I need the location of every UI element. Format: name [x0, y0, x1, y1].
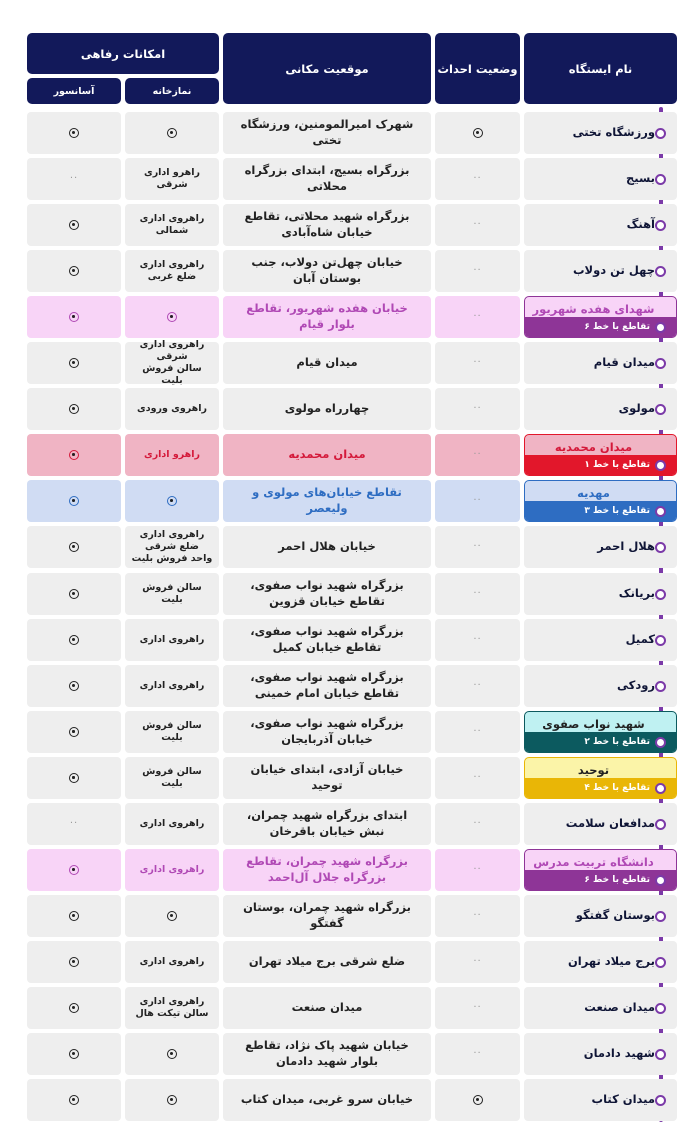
- elevator-cell: [27, 434, 121, 476]
- station-name[interactable]: میدان کتاب: [524, 1079, 677, 1121]
- location-text: بزرگراه شهید محلاتی، تقاطع خیابان شاه‌آبادی: [244, 209, 410, 239]
- prayer-room-text: راهروی ورودی: [136, 403, 207, 415]
- prayer-room-text: راهرو اداری شرقی: [144, 167, 200, 190]
- station-dot: [655, 1003, 666, 1014]
- station-name[interactable]: چهل تن دولاب: [524, 250, 677, 292]
- transfer-label: تقاطع با خط ۳: [525, 501, 676, 521]
- location-text: خیابان هفده شهریور، تقاطع بلوار قیام: [246, 301, 408, 331]
- station-dot: [655, 957, 666, 968]
- elevator-check-icon: [69, 542, 79, 552]
- prayer-room-text: راهروی اداری: [139, 818, 205, 830]
- prayer-room-cell: [125, 1033, 219, 1075]
- location-cell: [223, 987, 431, 1029]
- station-dot: [655, 681, 666, 692]
- elevator-cell: [27, 895, 121, 937]
- header-facilities: [27, 33, 219, 74]
- header-prayer-room: [125, 78, 219, 104]
- elevator-check-icon: [69, 1049, 79, 1059]
- status-dots-icon: ··: [473, 403, 482, 415]
- status-dots-icon: ··: [473, 265, 482, 277]
- prayer-room-cell: [125, 757, 219, 799]
- elevator-check-icon: [69, 635, 79, 645]
- location-text: بزرگراه شهید نواب صفوی، تقاطع خیابان قزوین: [250, 578, 404, 608]
- transfer-label: تقاطع با خط ۲: [525, 732, 676, 752]
- prayer-room-text: راهرو اداری: [144, 449, 200, 461]
- elevator-check-icon: [69, 957, 79, 967]
- location-cell: [223, 711, 431, 753]
- location-text: بزرگراه بسیج، ابتدای بزرگراه محلاتی: [244, 163, 410, 193]
- transfer-label: تقاطع با خط ۱: [525, 455, 676, 475]
- prayer-room-text: راهروی اداری: [139, 634, 205, 646]
- location-text: تقاطع خیابان‌های مولوی و ولیعصر: [252, 485, 402, 515]
- station-dot: [655, 358, 666, 369]
- station-name[interactable]: هلال احمر: [524, 526, 677, 568]
- status-cell: [435, 204, 520, 246]
- elevator-check-icon: [69, 589, 79, 599]
- header-status-label: وضعیت احداث: [437, 61, 518, 76]
- status-cell: [435, 480, 520, 522]
- prayer-room-cell: [125, 434, 219, 476]
- glyph-center: [72, 776, 75, 779]
- prayer-room-text: راهروی اداری ضلع غربی: [139, 259, 205, 282]
- elevator-cell: [27, 803, 121, 845]
- station-dot: [655, 635, 666, 646]
- header-facilities-label: امکانات رفاهی: [80, 46, 166, 61]
- location-cell: [223, 573, 431, 615]
- status-cell: [435, 388, 520, 430]
- location-text: خیابان هلال احمر: [278, 539, 376, 554]
- elevator-cell: [27, 250, 121, 292]
- status-cell: [435, 158, 520, 200]
- station-name[interactable]: شهدای هفده شهریور: [532, 301, 655, 316]
- prayer-check-icon: [167, 496, 177, 506]
- prayer-room-cell: [125, 1079, 219, 1121]
- prayer-room-text: راهروی اداری شمالی: [139, 213, 205, 236]
- status-cell: [435, 1079, 520, 1121]
- elevator-check-icon: [69, 865, 79, 875]
- elevator-cell: [27, 342, 121, 384]
- status-cell: [435, 941, 520, 983]
- status-dots-icon: ··: [473, 634, 482, 646]
- prayer-room-cell: [125, 619, 219, 661]
- status-dots-icon: ··: [473, 357, 482, 369]
- location-text: بزرگراه شهید چمران، بوستان گفتگو: [243, 900, 411, 930]
- status-dots-icon: ··: [473, 495, 482, 507]
- prayer-room-cell: [125, 895, 219, 937]
- header-elevator-label: آسانسور: [53, 85, 95, 97]
- location-text: خیابان آزادی، ابتدای خیابان توحید: [250, 762, 404, 792]
- prayer-room-cell: [125, 526, 219, 568]
- prayer-room-cell: [125, 941, 219, 983]
- elevator-cell: [27, 296, 121, 338]
- elevator-cell: [27, 526, 121, 568]
- station-dot: [655, 506, 666, 517]
- prayer-room-cell: [125, 296, 219, 338]
- elevator-check-icon: [69, 1003, 79, 1013]
- status-dots-icon: ··: [473, 956, 482, 968]
- elevator-check-icon: [69, 128, 79, 138]
- elevator-cell: [27, 619, 121, 661]
- elevator-cell: [27, 204, 121, 246]
- status-cell: [435, 987, 520, 1029]
- transfer-label: تقاطع با خط ۴: [525, 778, 676, 798]
- station-dot: [655, 783, 666, 794]
- elevator-cell: [27, 1079, 121, 1121]
- elevator-dots-icon: ··: [69, 173, 79, 185]
- status-dots-icon: ··: [473, 910, 482, 922]
- location-cell: [223, 895, 431, 937]
- elevator-check-icon: [69, 312, 79, 322]
- location-cell: [223, 849, 431, 891]
- elevator-cell: [27, 1033, 121, 1075]
- prayer-room-text: سالن فروش بلیت: [142, 720, 202, 743]
- status-dots-icon: ··: [473, 1002, 482, 1014]
- prayer-room-cell: [125, 250, 219, 292]
- location-cell: [223, 803, 431, 845]
- station-name[interactable]: ورزشگاه تختی: [524, 112, 677, 154]
- prayer-room-text: سالن فروش بلیت: [142, 766, 202, 789]
- header-elevator: [27, 78, 121, 104]
- status-dots-icon: ··: [473, 680, 482, 692]
- prayer-room-cell: [125, 803, 219, 845]
- prayer-room-cell: [125, 665, 219, 707]
- station-dot: [655, 1049, 666, 1060]
- location-cell: [223, 388, 431, 430]
- header-prayer-room-label: نمازخانه: [152, 85, 192, 97]
- station-name-interchange[interactable]: [524, 480, 677, 522]
- station-name[interactable]: بوستان گفتگو: [524, 895, 677, 937]
- station-name[interactable]: میدان محمدیه: [554, 439, 633, 454]
- elevator-cell: [27, 757, 121, 799]
- station-name-interchange[interactable]: [524, 296, 677, 338]
- prayer-room-cell: [125, 112, 219, 154]
- elevator-cell: [27, 388, 121, 430]
- prayer-room-cell: [125, 204, 219, 246]
- glyph-center: [170, 499, 173, 502]
- status-dots-icon: ··: [473, 1048, 482, 1060]
- transfer-label: تقاطع با خط ۶: [525, 870, 676, 890]
- station-name[interactable]: برج میلاد تهران: [524, 941, 677, 983]
- prayer-room-cell: [125, 388, 219, 430]
- elevator-check-icon: [69, 404, 79, 414]
- status-dots-icon: ··: [473, 726, 482, 738]
- status-dots-icon: ··: [473, 449, 482, 461]
- station-dot: [655, 911, 666, 922]
- station-dot: [655, 404, 666, 415]
- prayer-check-icon: [167, 312, 177, 322]
- station-dot: [655, 322, 666, 333]
- location-text: چهارراه مولوی: [284, 401, 370, 416]
- status-check-icon: [473, 128, 483, 138]
- elevator-cell: [27, 158, 121, 200]
- location-text: میدان قیام: [296, 355, 358, 370]
- station-name[interactable]: میدان صنعت: [524, 987, 677, 1029]
- status-dots-icon: ··: [473, 311, 482, 323]
- status-dots-icon: ··: [473, 864, 482, 876]
- station-dot: [655, 819, 666, 830]
- location-cell: [223, 250, 431, 292]
- station-name[interactable]: رودکی: [524, 665, 677, 707]
- status-dots-icon: ··: [473, 818, 482, 830]
- station-name[interactable]: آهنگ: [524, 204, 677, 246]
- station-name[interactable]: مهدیه: [577, 485, 610, 500]
- header-location: [223, 33, 431, 104]
- elevator-cell: [27, 112, 121, 154]
- elevator-cell: [27, 941, 121, 983]
- status-dots-icon: ··: [473, 219, 482, 231]
- station-name-interchange[interactable]: [524, 711, 677, 753]
- glyph-center: [72, 499, 75, 502]
- prayer-room-cell: [125, 339, 219, 386]
- elevator-cell: [27, 480, 121, 522]
- station-name[interactable]: کمیل: [524, 619, 677, 661]
- location-text: بزرگراه شهید نواب صفوی، تقاطع خیابان کمیل: [250, 624, 404, 654]
- location-text: ضلع شرقی برج میلاد تهران: [248, 954, 406, 969]
- status-dots-icon: ··: [473, 541, 482, 553]
- prayer-room-text: راهروی اداری: [139, 864, 205, 876]
- header-status: [435, 33, 520, 104]
- prayer-room-cell: [125, 987, 219, 1029]
- location-cell: [223, 112, 431, 154]
- station-name[interactable]: دانشگاه تربیت مدرس: [533, 854, 654, 869]
- status-cell: [435, 849, 520, 891]
- location-cell: [223, 757, 431, 799]
- elevator-check-icon: [69, 450, 79, 460]
- station-name[interactable]: مدافعان سلامت: [524, 803, 677, 845]
- location-cell: [223, 296, 431, 338]
- status-check-icon: [473, 1095, 483, 1105]
- prayer-room-cell: [125, 480, 219, 522]
- prayer-room-cell: [125, 158, 219, 200]
- prayer-room-cell: [125, 711, 219, 753]
- transfer-label: تقاطع با خط ۶: [525, 317, 676, 337]
- elevator-check-icon: [69, 681, 79, 691]
- status-cell: [435, 112, 520, 154]
- elevator-check-icon: [69, 358, 79, 368]
- location-text: بزرگراه شهید نواب صفوی، تقاطع خیابان امام خمینی: [250, 670, 404, 700]
- location-cell: [223, 158, 431, 200]
- header-location-label: موقعیت مکانی: [285, 61, 369, 76]
- station-name[interactable]: مولوی: [524, 388, 677, 430]
- station-dot: [655, 737, 666, 748]
- status-dots-icon: ··: [473, 588, 482, 600]
- status-cell: [435, 757, 520, 799]
- station-dot: [655, 266, 666, 277]
- prayer-room-text: راهروی اداری: [139, 956, 205, 968]
- glyph-center: [72, 730, 75, 733]
- station-name[interactable]: میدان قیام: [524, 342, 677, 384]
- station-dot: [655, 220, 666, 231]
- station-dot: [655, 128, 666, 139]
- status-cell: [435, 665, 520, 707]
- elevator-dots-icon: ··: [69, 818, 79, 830]
- station-name[interactable]: بریانک: [524, 573, 677, 615]
- station-dot: [655, 174, 666, 185]
- location-text: بزرگراه شهید چمران، تقاطع بزرگراه جلال آل‌احمد: [246, 854, 408, 884]
- location-text: میدان صنعت: [291, 1000, 363, 1015]
- station-name[interactable]: شهید دادمان: [524, 1033, 677, 1075]
- status-cell: [435, 803, 520, 845]
- elevator-cell: [27, 665, 121, 707]
- location-text: شهرک امیرالمومنین، ورزشگاه تختی: [240, 117, 414, 147]
- station-dot: [655, 1095, 666, 1106]
- status-cell: [435, 1033, 520, 1075]
- prayer-room-text: راهروی اداری سالن تیکت هال: [135, 996, 209, 1019]
- elevator-check-icon: [69, 220, 79, 230]
- location-cell: [223, 1079, 431, 1121]
- prayer-room-text: سالن فروش بلیت: [142, 582, 202, 605]
- location-cell: [223, 434, 431, 476]
- elevator-cell: [27, 987, 121, 1029]
- location-cell: [223, 204, 431, 246]
- location-cell: [223, 619, 431, 661]
- status-dots-icon: ··: [473, 173, 482, 185]
- location-text: خیابان چهل‌تن دولاب، جنب بوستان آبان: [251, 255, 403, 285]
- status-cell: [435, 895, 520, 937]
- elevator-check-icon: [69, 266, 79, 276]
- status-cell: [435, 342, 520, 384]
- header-station-name-label: نام ایستگاه: [568, 61, 633, 76]
- elevator-check-icon: [69, 727, 79, 737]
- station-name-interchange[interactable]: [524, 849, 677, 891]
- location-text: ابتدای بزرگراه شهید چمران، نبش خیابان باقرخان: [246, 808, 408, 838]
- prayer-check-icon: [167, 1095, 177, 1105]
- location-cell: [223, 665, 431, 707]
- location-cell: [223, 480, 431, 522]
- prayer-room-text: راهروی اداری شرقی سالن فروش بلیت: [139, 339, 205, 386]
- header-station-name: [524, 33, 677, 104]
- location-cell: [223, 342, 431, 384]
- glyph-center: [72, 315, 75, 318]
- location-text: خیابان سرو غربی، میدان کتاب: [240, 1092, 414, 1107]
- elevator-cell: [27, 849, 121, 891]
- station-name[interactable]: توحید: [577, 762, 610, 777]
- prayer-check-icon: [167, 911, 177, 921]
- station-dot: [655, 542, 666, 553]
- elevator-check-icon: [69, 1095, 79, 1105]
- prayer-check-icon: [167, 128, 177, 138]
- elevator-check-icon: [69, 496, 79, 506]
- station-dot: [655, 875, 666, 886]
- station-name-interchange[interactable]: [524, 434, 677, 476]
- glyph-center: [72, 868, 75, 871]
- prayer-room-cell: [125, 849, 219, 891]
- status-cell: [435, 711, 520, 753]
- station-name-interchange[interactable]: [524, 757, 677, 799]
- glyph-center: [72, 453, 75, 456]
- elevator-check-icon: [69, 773, 79, 783]
- prayer-room-text: راهروی اداری ضلع شرقی واحد فروش بلیت: [131, 529, 213, 564]
- location-cell: [223, 941, 431, 983]
- glyph-center: [170, 315, 173, 318]
- status-cell: [435, 573, 520, 615]
- location-text: خیابان شهید پاک نژاد، تقاطع بلوار شهید دادمان: [245, 1038, 409, 1068]
- station-name[interactable]: شهید نواب صفوی: [542, 716, 645, 731]
- station-dot: [655, 460, 666, 471]
- prayer-check-icon: [167, 1049, 177, 1059]
- prayer-room-cell: [125, 573, 219, 615]
- station-name[interactable]: بسیج: [524, 158, 677, 200]
- location-cell: [223, 1033, 431, 1075]
- location-cell: [223, 526, 431, 568]
- prayer-room-text: راهروی اداری: [139, 680, 205, 692]
- status-dots-icon: ··: [473, 772, 482, 784]
- location-text: بزرگراه شهید نواب صفوی، خیابان آذربایجان: [250, 716, 404, 746]
- status-cell: [435, 296, 520, 338]
- elevator-check-icon: [69, 911, 79, 921]
- elevator-cell: [27, 711, 121, 753]
- status-cell: [435, 434, 520, 476]
- location-text: میدان محمدیه: [288, 447, 366, 462]
- status-cell: [435, 526, 520, 568]
- elevator-cell: [27, 573, 121, 615]
- station-dot: [655, 589, 666, 600]
- status-cell: [435, 619, 520, 661]
- status-cell: [435, 250, 520, 292]
